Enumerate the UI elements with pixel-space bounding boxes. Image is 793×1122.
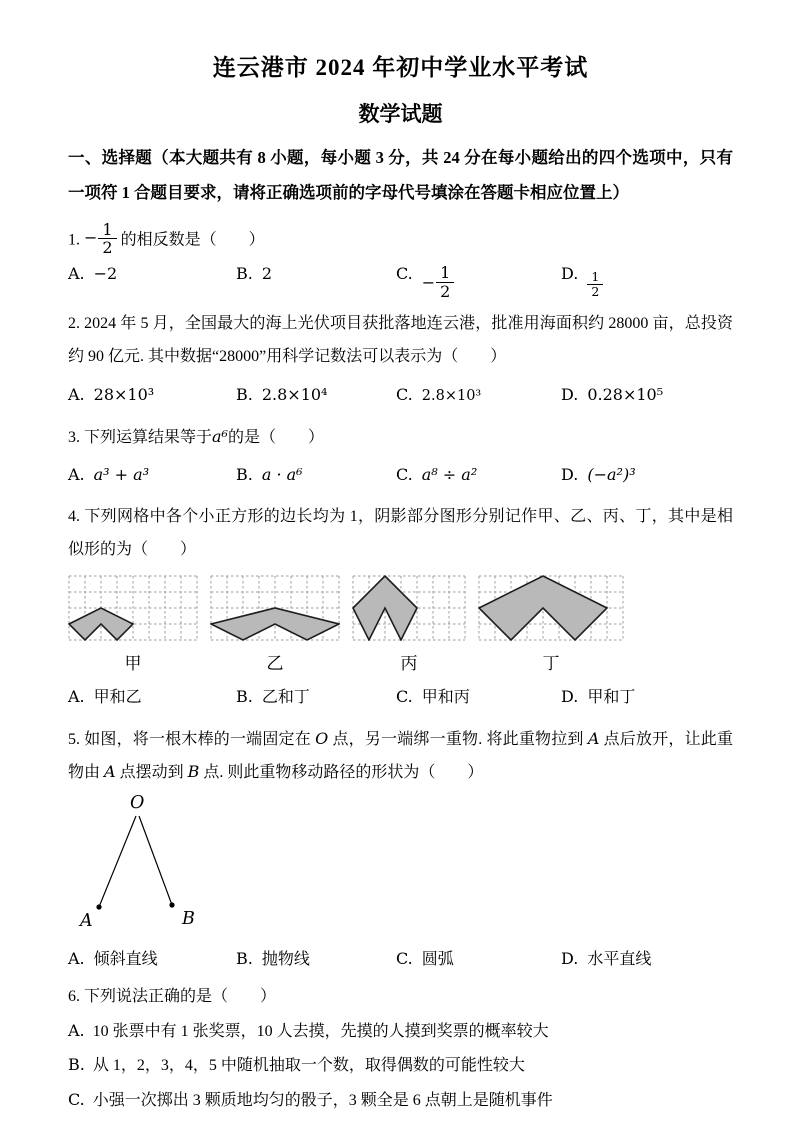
question-6-statement-b: B. 从 1，2，3，4，5 中随机抽取一个数，取得偶数的可能性较大 bbox=[68, 1055, 525, 1075]
option-d: D. 水平直线 bbox=[561, 949, 652, 969]
question-4 bbox=[68, 501, 733, 715]
grid-figure-jia bbox=[68, 575, 198, 674]
section-header: 一、选择题（本大题共有 8 小题，每小题 3 分，共 24 分在每小题给出的四个选项中，只有一项符 1 合题目要求，请将正确选项前的字母代号填涂在答题卡相应位置上） bbox=[68, 147, 733, 203]
question-5-stem: 5. 如图，将一根木棒的一端固定在 O 点，另一端绑一重物. 将此重物拉到 A 点后放开，让此重物由 A 点摆动到 B 点. 则此重物移动路径的形状为（ ） bbox=[68, 728, 733, 782]
option-b: B. 2 bbox=[236, 263, 273, 283]
document-subtitle: 数学试题 bbox=[358, 102, 443, 127]
option-a: A. 甲和乙 bbox=[68, 687, 142, 707]
question-2-options bbox=[68, 378, 733, 413]
option-c: C. 甲和丙 bbox=[396, 687, 470, 707]
pendulum-rod-left bbox=[99, 816, 136, 907]
grid-figure-jia-canvas bbox=[68, 575, 198, 646]
grid-figure-yi-canvas bbox=[210, 575, 340, 646]
option-c: C. − $\frac{1}{2}$ bbox=[396, 257, 561, 301]
question-6-stem: 6. 下列说法正确的是（ ） bbox=[68, 987, 277, 1005]
question-5 bbox=[68, 723, 733, 977]
question-3-options bbox=[68, 458, 733, 493]
question-4-figures bbox=[68, 575, 733, 674]
option-a: A. 倾斜直线 bbox=[68, 949, 158, 969]
question-2-stem: 2. 2024 年 5 月，全国最大的海上光伏项目获批落地连云港，批准用海面积约 28000 亩，总投资约 90 亿元. 其中数据“28000”用科学记数法可以表示为（ ） bbox=[68, 315, 733, 366]
pendulum-label-a: A bbox=[80, 911, 93, 932]
option-d: D. 0.28×10⁵ bbox=[561, 385, 664, 405]
question-4-options bbox=[68, 680, 733, 715]
pendulum-point-a bbox=[96, 905, 101, 910]
question-3 bbox=[68, 421, 733, 493]
grid-figure-bing-canvas bbox=[352, 575, 466, 646]
option-d: D. $\frac{1}{2}$ bbox=[561, 257, 733, 299]
grid-figure-ding bbox=[478, 575, 624, 674]
question-1-options bbox=[68, 257, 733, 301]
grid-figure-bing-label: 丙 bbox=[400, 653, 418, 673]
option-b: B. 抛物线 bbox=[236, 949, 310, 969]
math-a6: a⁶ bbox=[212, 426, 228, 446]
question-5-options bbox=[68, 942, 733, 977]
document-title: 连云港市 2024 年初中学业水平考试 bbox=[212, 55, 589, 80]
option-a: A. −2 bbox=[68, 263, 118, 283]
option-a: A. a³ + a³ bbox=[68, 465, 150, 485]
pendulum-figure bbox=[72, 792, 232, 940]
option-c: C. 圆弧 bbox=[396, 949, 454, 969]
grid-figure-ding-label: 丁 bbox=[542, 653, 560, 673]
question-2 bbox=[68, 308, 733, 412]
question-6-statement-c: C. 小强一次掷出 3 颗质地均匀的骰子，3 颗全是 6 点朝上是随机事件 bbox=[68, 1089, 553, 1109]
option-d: D. (−a²)³ bbox=[561, 465, 636, 485]
question-1-stem-text: 的相反数是（ ） bbox=[120, 231, 265, 248]
question-1-fraction: − $\frac{1}{2}$ bbox=[84, 221, 117, 257]
question-1-number: 1. bbox=[68, 231, 80, 248]
question-3-stem: 3. 下列运算结果等于a⁶的是（ ） bbox=[68, 426, 324, 446]
grid-figure-ding-canvas bbox=[478, 575, 624, 646]
pendulum-rod-right bbox=[139, 816, 172, 905]
question-1-stem bbox=[68, 221, 733, 257]
grid-figure-bing bbox=[352, 575, 466, 674]
pendulum-label-o: O bbox=[130, 793, 145, 814]
pendulum-label-b: B bbox=[182, 909, 195, 930]
question-6 bbox=[68, 981, 733, 1118]
question-1 bbox=[68, 221, 733, 301]
option-a: A. 28×10³ bbox=[68, 385, 155, 405]
option-b: B. 乙和丁 bbox=[236, 687, 310, 707]
grid-figure-yi bbox=[210, 575, 340, 674]
option-c: C. a⁸ ÷ a² bbox=[396, 465, 478, 485]
grid-figure-yi-label: 乙 bbox=[266, 653, 284, 673]
question-4-stem: 4. 下列网格中各个小正方形的边长均为 1，阴影部分图形分别记作甲、乙、丙、丁，其中是相似形的为（ ） bbox=[68, 508, 733, 558]
grid-figure-jia-label: 甲 bbox=[124, 653, 142, 673]
option-c: C. 2.8×10³ bbox=[396, 385, 482, 405]
option-d: D. 甲和丁 bbox=[561, 687, 636, 707]
option-b: B. a · a⁶ bbox=[236, 465, 303, 485]
pendulum-point-b bbox=[169, 903, 174, 908]
option-b: B. 2.8×10⁴ bbox=[236, 385, 328, 405]
question-6-statement-a: A. 10 张票中有 1 张奖票，10 人去摸，先摸的人摸到奖票的概率较大 bbox=[68, 1020, 549, 1040]
